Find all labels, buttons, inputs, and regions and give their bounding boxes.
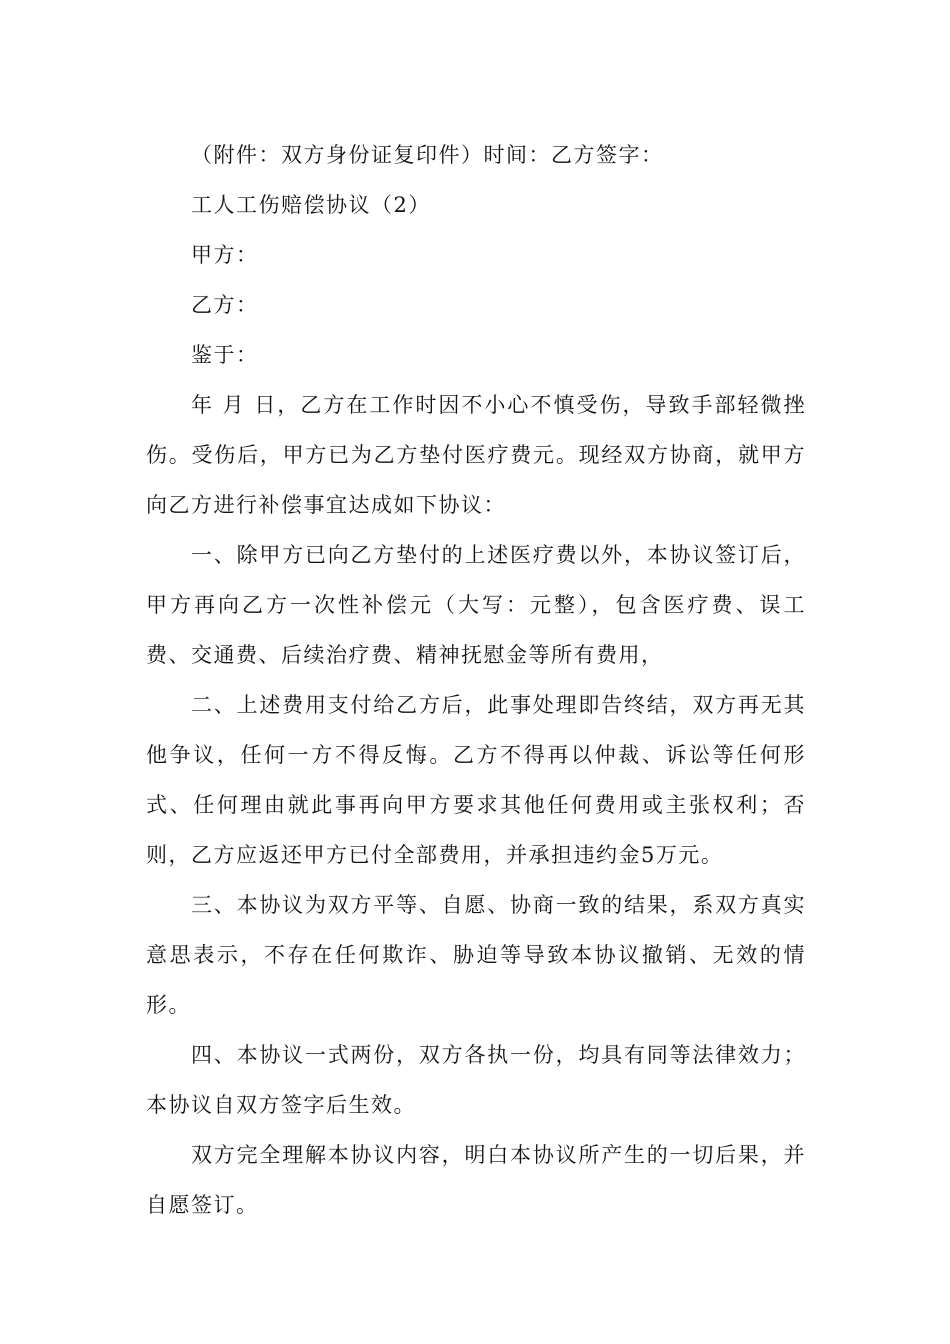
clause-3: 三、本协议为双方平等、自愿、协商一致的结果，系双方真实意思表示，不存在任何欺诈、胁迫等导致本协议撤销、无效的情形。 <box>146 893 806 1017</box>
closing-statement: 双方完全理解本协议内容，明白本协议所产生的一切后果，并自愿签订。 <box>146 1143 806 1217</box>
whereas-label: 鉴于： <box>191 343 259 367</box>
clause-4: 四、本协议一式两份，双方各执一份，均具有同等法律效力；本协议自双方签字后生效。 <box>146 1043 806 1117</box>
attachment-note: （附件：双方身份证复印件）时间：乙方签字： <box>191 143 664 167</box>
background-paragraph: 年 月 日，乙方在工作时因不小心不慎受伤，导致手部轻微挫伤。受伤后，甲方已为乙方垫付医疗费元。现经双方协商，就甲方向乙方进行补偿事宜达成如下协议： <box>146 393 806 517</box>
party-b-label: 乙方： <box>191 293 259 317</box>
document-body <box>146 130 806 1230</box>
clause-2: 二、上述费用支付给乙方后，此事处理即告终结，双方再无其他争议，任何一方不得反悔。乙方不得再以仲裁、诉讼等任何形式、任何理由就此事再向甲方要求其他任何费用或主张权利；否则，乙方应返还甲方已付全部费用，并承担违约金5万元。 <box>146 693 806 867</box>
party-a-label: 甲方： <box>191 243 259 267</box>
agreement-title: 工人工伤赔偿协议（2） <box>191 193 431 217</box>
clause-1: 一、除甲方已向乙方垫付的上述医疗费以外，本协议签订后，甲方再向乙方一次性补偿元（大写：元整），包含医疗费、误工费、交通费、后续治疗费、精神抚慰金等所有费用， <box>146 543 806 667</box>
